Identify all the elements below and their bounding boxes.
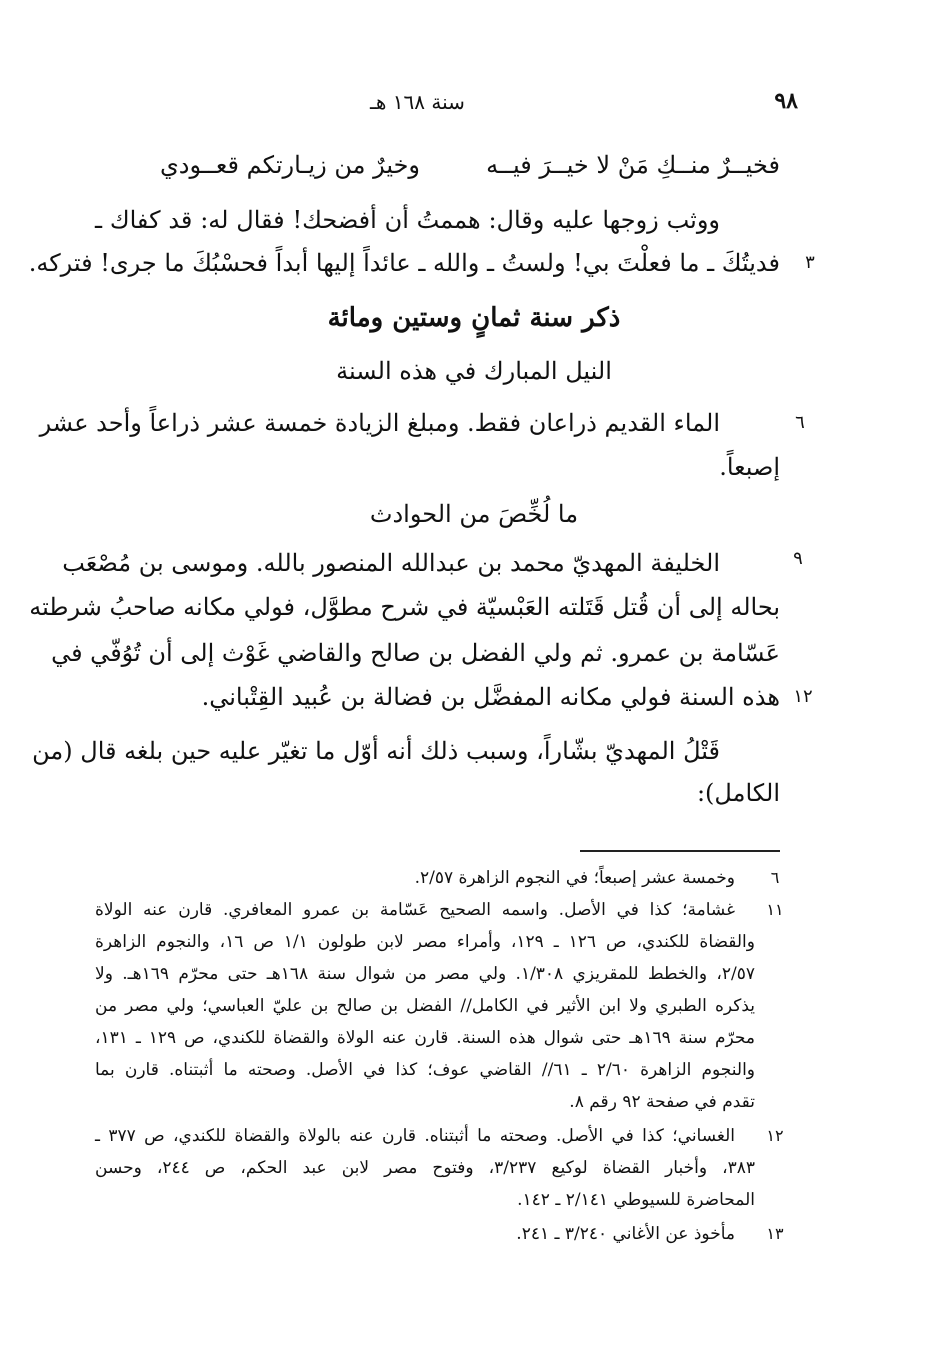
page-number: ٩٨ (774, 88, 798, 114)
section-heading-events: ما لُخِّصَ من الحوادث (369, 500, 579, 528)
para1-line1: ووثب زوجها عليه وقال: هممتُ أن أفضحك! فقال له: قد كفاك ـ (95, 206, 720, 234)
line-number-9: ٩ (793, 548, 803, 569)
footnote-number-12: ١٢ (766, 1126, 784, 1145)
footnote-11-line5: محرّم سنة ١٦٩هـ حتى شوال هذه السنة. قارن عنه الولاة والقضاة للكندي، ص ١٢٩ ـ ١٣١، (95, 1028, 756, 1048)
footnote-11-line2: والقضاة للكندي، ص ١٢٦ ـ ١٢٩، وأمراء مصر لابن طولون ١/١ ص ١٦، والنجوم الزاهرة (95, 932, 755, 952)
line-number-12: ١٢ (793, 686, 813, 707)
line-number-6: ٦ (795, 412, 805, 433)
footnote-11-line6: والنجوم الزاهرة ٢/٦٠ ـ ٦١// القاضي عوف؛ كذا في الأصل. وصحته ما أثبتناه. قارن بما (95, 1060, 755, 1080)
para3-line1: الخليفة المهديّ محمد بن عبدالله المنصور بالله. وموسى بن مُصْعَب (62, 549, 720, 577)
footnote-12-line2: ٣٨٣، وأخبار القضاة لوكيع ٣/٢٣٧، وفتوح مصر لابن عبد الحكم، ص ٢٤٤، وحسن (95, 1158, 755, 1178)
para1-line2: فديتُكَ ـ ما فعلْتَ بي! ولستُ ـ والله ـ عائداً إليها أبداً فحسْبُكَ ما جرى! فتركه. (28, 249, 780, 277)
footnote-11-line7: تقدم في صفحة ٩٢ رقم ٨. (569, 1092, 755, 1112)
footnote-12-line3: المحاضرة للسيوطي ٢/١٤١ ـ ١٤٢. (517, 1190, 755, 1210)
para3-line3: عَسّامة بن عمرو. ثم ولي الفضل بن صالح والقاضي غَوْث إلى أن تُوُفّي في (51, 639, 780, 667)
para3-line2: بحاله إلى أن قُتل قَتَلته العَبْسيّة في شرح مطوَّل، فولي مكانه صاحبُ شرطته (29, 593, 780, 621)
footnote-number-6: ٦ (770, 868, 780, 887)
footnote-separator (580, 850, 780, 852)
verse-hemistich-left: وخيرٌ من زيـارتكم قعــودي (159, 151, 420, 179)
running-title: سنة ١٦٨ هـ (370, 90, 465, 114)
footnote-12-line1: الغساني؛ كذا في الأصل. وصحته ما أثبتناه. قارن عنه بالولاة والقضاة للكندي، ص ٣٧٧ ـ (95, 1126, 735, 1146)
para4-line1: قَتْلُ المهديّ بشّاراً، وسبب ذلك أنه أوّل ما تغيّر عليه حين بلغه قال (من (32, 737, 720, 765)
section-heading-nile: النيل المبارك في هذه السنة (336, 357, 612, 385)
footnote-13-line1: مأخوذ عن الأغاني ٣/٢٤٠ ـ ٢٤١. (516, 1224, 735, 1244)
footnote-6-line1: وخمسة عشر إصبعاً؛ في النجوم الزاهرة ٢/٥٧. (414, 868, 735, 888)
footnote-number-13: ١٣ (766, 1224, 784, 1243)
line-number-3: ٣ (805, 252, 815, 273)
footnote-11-line3: ٢/٥٧، والخطط للمقريزي ١/٣٠٨. ولي مصر من شوال سنة ١٦٨هـ حتى محرّم ١٦٩هـ. ولا (95, 964, 755, 984)
footnote-11-line1: غشامة؛ كذا في الأصل. واسمه الصحيح عَسّامة بن عمرو المعافري. قارن عنه الولاة (95, 900, 735, 920)
footnote-number-11: ١١ (766, 900, 784, 919)
verse-hemistich-right: فخيــرٌ منــكِ مَنْ لا خيــرَ فيــه (486, 151, 780, 179)
para2-line1: الماء القديم ذراعان فقط. ومبلغ الزيادة خمسة عشر ذراعاً وأحد عشر (39, 409, 720, 437)
para3-line4: هذه السنة فولي مكانه المفضَّل بن فضالة بن عُبيد القِتْباني. (201, 683, 780, 711)
footnote-11-line4: يذكره الطبري ولا ابن الأثير في الكامل// الفضل بن صالح بن عليّ العباسي؛ ولي مصر من (95, 996, 755, 1016)
section-heading-year: ذكر سنة ثمانٍ وستين ومائة (327, 303, 621, 333)
para2-line2: إصبعاً. (719, 453, 780, 481)
para4-line2: الكامل): (696, 779, 780, 807)
